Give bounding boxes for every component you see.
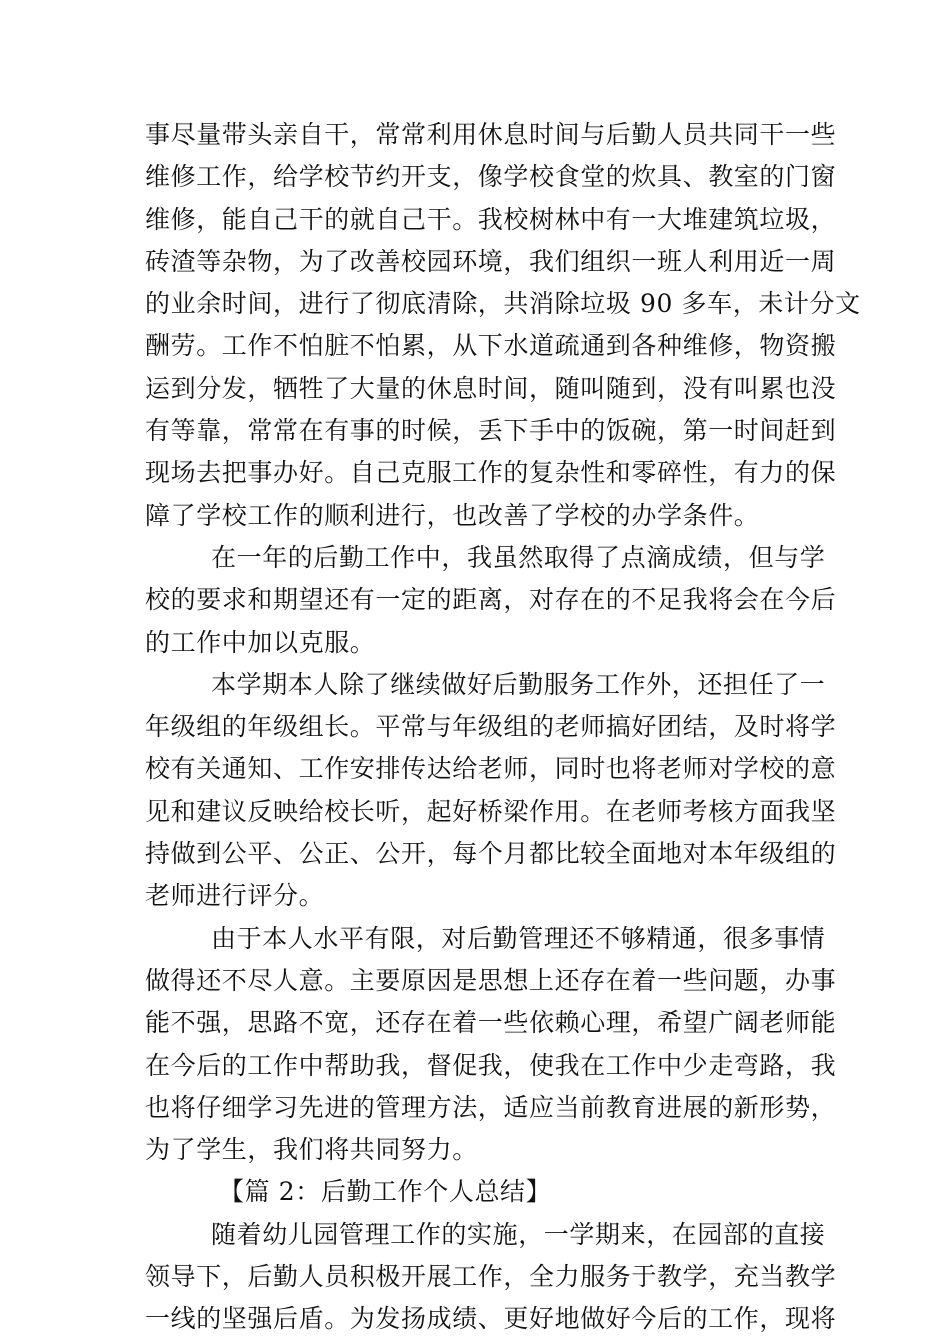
text-line: 在今后的工作中帮助我，督促我，使我在工作中少走弯路，我	[145, 1050, 837, 1080]
text-line: 为了学生，我们将共同努力。	[145, 1135, 478, 1165]
text-line: 现场去把事办好。自己克服工作的复杂性和零碎性，有力的保	[145, 458, 837, 488]
text-line: 随着幼儿园管理工作的实施，一学期来，在园部的直接	[211, 1219, 826, 1249]
paragraph-3	[145, 664, 837, 918]
text-line: 校有关通知、工作安排传达给老师，同时也将老师对学校的意	[145, 754, 837, 784]
text-line: 做得还不尽人意。主要原因是思想上还存在着一些问题，办事	[145, 965, 837, 995]
text-line: 有等靠，常常在有事的时候，丢下手中的饭碗，第一时间赶到	[145, 416, 837, 446]
text-line: 事尽量带头亲自干，常常利用休息时间与后勤人员共同干一些	[145, 120, 837, 149]
text-line: 本学期本人除了继续做好后勤服务工作外，还担任了一	[211, 669, 826, 699]
paragraph-4	[145, 918, 837, 1172]
section-heading	[145, 1171, 805, 1213]
text-line: 维修工作，给学校节约开支，像学校食堂的炊具、教室的门窗	[145, 162, 837, 192]
text-line: 校的要求和期望还有一定的距离，对存在的不足我将会在今后	[145, 585, 837, 615]
text-line: 一线的坚强后盾。为发扬成绩、更好地做好今后的工作，现将	[145, 1304, 837, 1334]
text-line: 也将仔细学习先进的管理方法，适应当前教育进展的新形势，	[145, 1092, 837, 1122]
section-title: 【篇 2：后勤工作个人总结】	[219, 1177, 552, 1207]
text-line: 维修，能自己干的就自己干。我校树林中有一大堆建筑垃圾，	[145, 204, 837, 234]
text-line: 的工作中加以克服。	[145, 627, 376, 657]
text-line: 年级组的年级组长。平常与年级组的老师搞好团结，及时将学	[145, 712, 837, 742]
text-line: 砖渣等杂物，为了改善校园环境，我们组织一班人利用近一周	[145, 246, 837, 276]
text-line: 在一年的后勤工作中，我虽然取得了点滴成绩，但与学	[211, 542, 826, 572]
text-line: 能不强，思路不宽，还存在着一些依赖心理，希望广阔老师能	[145, 1008, 837, 1038]
text-line: 障了学校工作的顺利进行，也改善了学校的办学条件。	[145, 500, 760, 530]
paragraph-1	[145, 114, 861, 537]
document-body	[145, 114, 861, 1341]
text-line: 的业余时间，进行了彻底清除，共消除垃圾 90 多车，未计分文	[145, 289, 861, 319]
paragraph-5	[145, 1214, 837, 1341]
text-line: 持做到公平、公正、公开，每个月都比较全面地对本年级组的	[145, 839, 837, 869]
text-line: 见和建议反映给校长听，起好桥梁作用。在老师考核方面我坚	[145, 796, 837, 826]
text-line: 酬劳。工作不怕脏不怕累，从下水道疏通到各种维修，物资搬	[145, 331, 837, 361]
text-line: 运到分发，牺牲了大量的休息时间，随叫随到，没有叫累也没	[145, 373, 837, 403]
text-line: 由于本人水平有限，对后勤管理还不够精通，很多事情	[211, 923, 826, 953]
text-line: 领导下，后勤人员积极开展工作，全力服务于教学，充当教学	[145, 1262, 837, 1292]
text-line: 老师进行评分。	[145, 881, 325, 911]
paragraph-2	[145, 537, 837, 664]
